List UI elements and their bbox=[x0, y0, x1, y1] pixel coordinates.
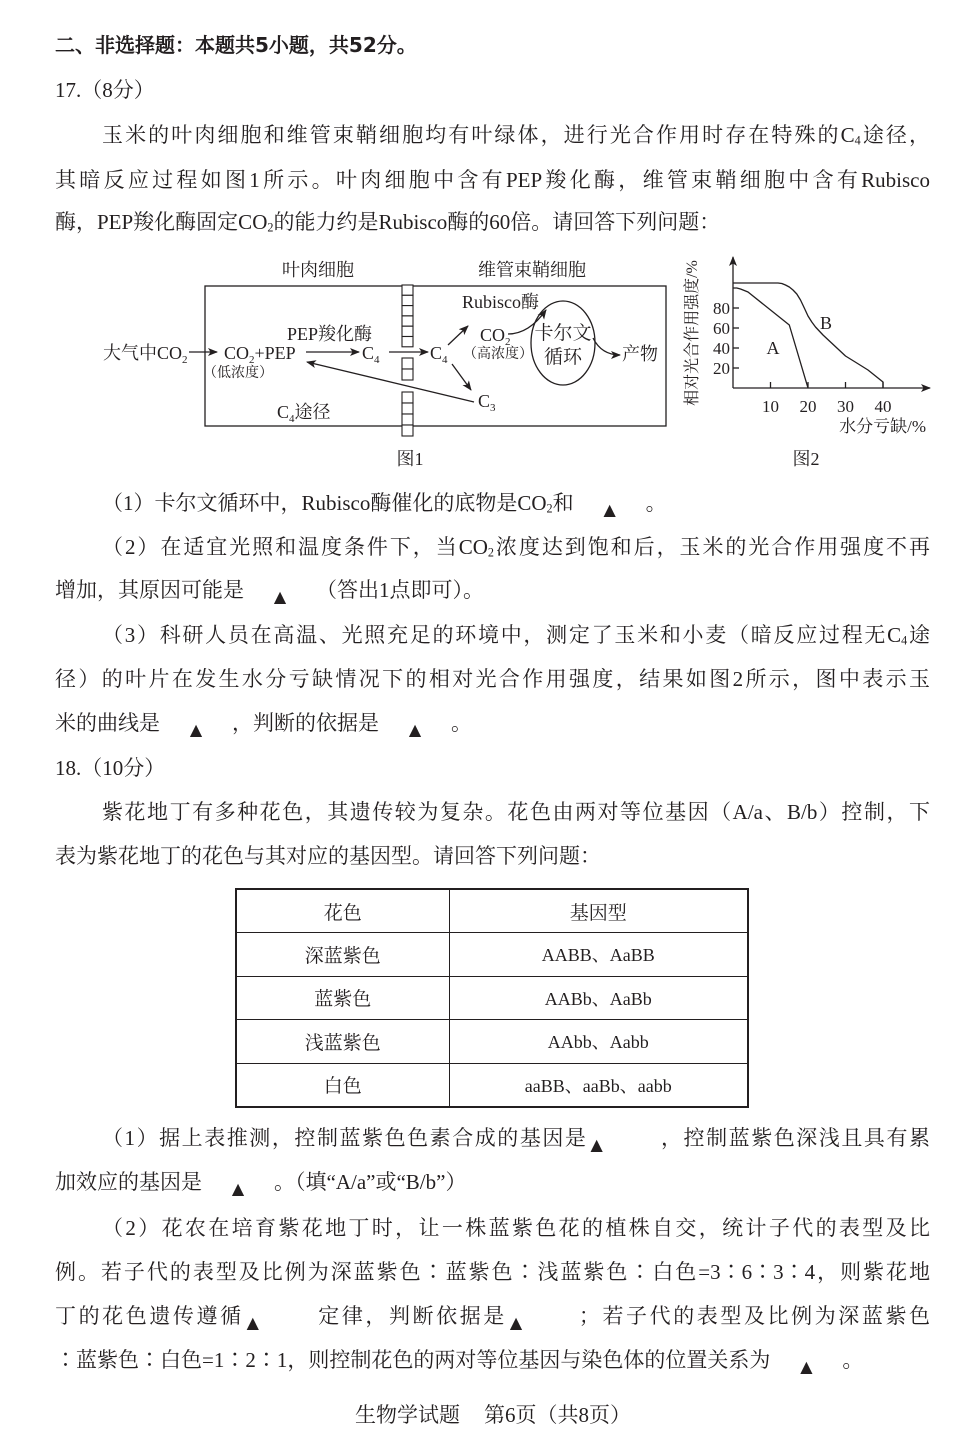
genotype-cell: AABB、AaBB bbox=[449, 933, 748, 977]
text: 加效应的基因是 bbox=[55, 1170, 202, 1194]
arrow-c4-to-c3 bbox=[452, 364, 471, 390]
text: 浓度达到饱和后，玉米的光合作用强度不再 bbox=[493, 535, 930, 559]
flower-color-genotype-table bbox=[235, 888, 749, 1108]
genotype-cell: AABb、AaBb bbox=[449, 976, 748, 1020]
answer-blank: ▲ bbox=[577, 499, 643, 518]
table-header-row bbox=[236, 889, 748, 933]
y-tick-label: 80 bbox=[713, 299, 730, 318]
calvin-cycle-label-line-2: 循环 bbox=[543, 347, 583, 368]
text: 途 bbox=[907, 623, 930, 647]
text: 增加，其原因可能是 bbox=[55, 578, 244, 602]
pep-carboxylase-label: PEP羧化酶 bbox=[287, 324, 373, 344]
flower-color-cell: 深蓝紫色 bbox=[236, 933, 449, 977]
text: 米的曲线是 bbox=[55, 711, 160, 735]
text: 。（填“A/a”或“B/b”） bbox=[274, 1170, 467, 1194]
subscript: 3 bbox=[490, 402, 496, 414]
membrane-cell bbox=[402, 326, 413, 336]
answer-blank: ▲ bbox=[205, 1178, 271, 1197]
low-concentration-label: （低浓度） bbox=[203, 366, 273, 381]
text: 丁的花色遗传遵循 bbox=[55, 1304, 244, 1328]
text: 途径， bbox=[860, 123, 930, 147]
q18-sub2-line-1: （2）花农在培育紫花地丁时，让一株蓝紫色花的植株自交，统计子代的表型及比 bbox=[102, 1216, 930, 1240]
q17-intro-line-3 bbox=[55, 207, 930, 237]
table-row bbox=[236, 976, 748, 1020]
q18-sub2-line-4 bbox=[55, 1345, 930, 1375]
text: ∶蓝紫色∶白色=1∶2∶1，则控制花色的两对等位基因与染色体的位置关系为 bbox=[55, 1348, 771, 1372]
column-header-genotype: 基因型 bbox=[449, 889, 748, 933]
atmospheric-co2-label bbox=[103, 343, 188, 366]
membrane-cell bbox=[402, 285, 413, 295]
arrow-c3-back-to-pep bbox=[307, 362, 474, 402]
membrane-cell bbox=[402, 358, 413, 369]
membrane-cell bbox=[402, 392, 413, 403]
text: C bbox=[478, 391, 491, 411]
subscript: 2 bbox=[267, 220, 274, 235]
text: 定律，判断依据是 bbox=[315, 1304, 507, 1328]
series-label-a: A bbox=[766, 338, 780, 358]
answer-blank: ▲ bbox=[163, 719, 229, 738]
table-row bbox=[236, 1020, 748, 1064]
q17-number: 17.（8分） bbox=[55, 78, 155, 102]
figure-1-c4-pathway-diagram bbox=[90, 250, 685, 475]
subscript: 4 bbox=[442, 354, 448, 366]
membrane-cell bbox=[402, 414, 413, 425]
plasmodesmata-membrane bbox=[402, 285, 413, 436]
text: 途径 bbox=[294, 402, 331, 422]
c3-label bbox=[478, 391, 496, 414]
text: C bbox=[362, 343, 375, 363]
membrane-cell bbox=[402, 295, 413, 305]
x-tick-label: 40 bbox=[874, 397, 892, 416]
rubisco-enzyme-label: Rubisco酶 bbox=[462, 292, 540, 312]
genotype-cell: aaBB、aaBb、aabb bbox=[449, 1063, 748, 1107]
flower-color-cell: 白色 bbox=[236, 1063, 449, 1107]
q17-intro-line-1 bbox=[102, 120, 930, 150]
text: 玉米的叶肉细胞和维管束鞘细胞均有叶绿体，进行光合作用时存在特殊的C bbox=[102, 123, 855, 147]
q17-sub3-line-2: 径）的叶片在发生水分亏缺情况下的相对光合作用强度，结果如图2所示，图中表示玉 bbox=[55, 667, 930, 691]
text: C bbox=[277, 402, 290, 422]
q18-intro-line-2: 表为紫花地丁的花色与其对应的基因型。请回答下列问题： bbox=[55, 844, 601, 868]
y-tick-label: 60 bbox=[713, 319, 730, 338]
figure-2-caption: 图2 bbox=[792, 449, 820, 469]
membrane-cell bbox=[402, 403, 413, 414]
product-label: 产物 bbox=[622, 344, 658, 364]
text: 酶，PEP羧化酶固定CO bbox=[55, 210, 268, 234]
subscript: 4 bbox=[289, 413, 295, 425]
text: +PEP bbox=[254, 343, 296, 363]
subscript: 4 bbox=[374, 354, 380, 366]
q18-sub1-line-1 bbox=[102, 1123, 930, 1153]
y-tick-label: 20 bbox=[713, 359, 730, 378]
footer-page-number: 第6页（共8页） bbox=[484, 1403, 631, 1427]
subscript: 2 bbox=[249, 354, 255, 366]
c4-mesophyll-label bbox=[362, 343, 380, 366]
text: 的能力约是Rubisco酶的60倍。请回答下列问题： bbox=[273, 210, 721, 234]
x-axis-title: 水分亏缺/% bbox=[839, 417, 926, 436]
answer-blank: ▲ bbox=[247, 586, 313, 605]
x-tick-label: 20 bbox=[799, 397, 817, 416]
q18-number: 18.（10分） bbox=[55, 756, 166, 780]
arrow-c4-to-co2 bbox=[448, 326, 468, 345]
q17-sub3-line-3 bbox=[55, 708, 930, 738]
text: 和 bbox=[552, 491, 574, 515]
c4-bundle-sheath-label bbox=[430, 343, 448, 366]
membrane-cell bbox=[402, 369, 413, 380]
calvin-cycle-label-line-1: 卡尔文 bbox=[534, 323, 592, 344]
text: （1）据上表推测，控制蓝紫色色素合成的基因是 bbox=[102, 1126, 588, 1150]
text: ，控制蓝紫色深浅且具有累 bbox=[659, 1126, 930, 1150]
text: CO bbox=[480, 325, 506, 345]
x-tick-label: 10 bbox=[762, 397, 779, 416]
flower-color-cell: 蓝紫色 bbox=[236, 976, 449, 1020]
q17-sub2-line-2 bbox=[55, 575, 930, 605]
column-header-flower-color: 花色 bbox=[236, 889, 449, 933]
text: （1）卡尔文循环中，Rubisco酶催化的底物是CO bbox=[102, 491, 547, 515]
text: （答出1点即可）。 bbox=[316, 578, 484, 602]
high-concentration-label: （高浓度） bbox=[463, 347, 533, 362]
membrane-cell bbox=[402, 337, 413, 347]
answer-blank: ▲ bbox=[510, 1312, 576, 1331]
text: 。 bbox=[451, 711, 472, 735]
figure-1-caption: 图1 bbox=[396, 449, 424, 469]
c4-pathway-label bbox=[277, 402, 331, 425]
footer-subject: 生物学试题 bbox=[355, 1403, 460, 1427]
figure-2-line-chart bbox=[675, 250, 940, 475]
text: 。 bbox=[645, 491, 667, 515]
co2-plus-pep-label bbox=[224, 343, 296, 366]
answer-blank: ▲ bbox=[247, 1312, 313, 1331]
subscript: 2 bbox=[487, 545, 494, 560]
membrane-cell bbox=[402, 425, 413, 436]
subscript: 2 bbox=[505, 336, 511, 348]
q18-sub1-line-2 bbox=[55, 1167, 930, 1197]
flower-color-cell: 浅蓝紫色 bbox=[236, 1020, 449, 1064]
table-row bbox=[236, 933, 748, 977]
genotype-cell: AAbb、Aabb bbox=[449, 1020, 748, 1064]
q17-sub3-line-1 bbox=[102, 620, 930, 650]
text: C bbox=[430, 343, 443, 363]
q17-sub2-line-1 bbox=[102, 532, 930, 562]
q18-intro-line-1: 紫花地丁有多种花色，其遗传较为复杂。花色由两对等位基因（A/a、B/b）控制，下 bbox=[102, 800, 930, 824]
series-label-b: B bbox=[819, 313, 833, 333]
arrow-calvin-to-product bbox=[593, 338, 620, 355]
q17-intro-line-2: 其暗反应过程如图1所示。叶肉细胞中含有PEP羧化酶，维管束鞘细胞中含有Rubisco bbox=[55, 168, 930, 192]
text: ；若子代的表型及比例为深蓝紫色 bbox=[578, 1304, 930, 1328]
text: ，判断的依据是 bbox=[232, 711, 379, 735]
bundle-sheath-cell-label: 维管束鞘细胞 bbox=[478, 260, 586, 280]
y-axis-title: 相对光合作用强度/% bbox=[684, 260, 701, 406]
answer-blank: ▲ bbox=[382, 719, 448, 738]
x-tick-label: 30 bbox=[837, 397, 854, 416]
text: 大气中CO bbox=[103, 343, 183, 363]
section-title: 二、非选择题：本题共5小题，共52分。 bbox=[55, 33, 417, 57]
text: （3）科研人员在高温、光照充足的环境中，测定了玉米和小麦（暗反应过程无C bbox=[102, 623, 902, 647]
q17-sub1 bbox=[102, 488, 930, 518]
text: （2）在适宜光照和温度条件下，当CO bbox=[102, 535, 488, 559]
text: CO bbox=[224, 343, 250, 363]
membrane-cell bbox=[402, 306, 413, 316]
answer-blank: ▲ bbox=[773, 1356, 839, 1375]
subscript: 2 bbox=[546, 501, 553, 516]
subscript: 4 bbox=[854, 133, 861, 148]
subscript: 4 bbox=[901, 633, 908, 648]
table-row bbox=[236, 1063, 748, 1107]
answer-blank: ▲ bbox=[590, 1134, 656, 1153]
subscript: 2 bbox=[182, 354, 188, 366]
co2-high-label bbox=[480, 325, 511, 348]
y-tick-label: 40 bbox=[713, 339, 730, 358]
text: 。 bbox=[842, 1348, 864, 1372]
q18-sub2-line-3 bbox=[55, 1301, 930, 1331]
page-footer bbox=[0, 1400, 974, 1430]
mesophyll-cell-label: 叶肉细胞 bbox=[282, 260, 354, 280]
q18-sub2-line-2: 例。若子代的表型及比例为深蓝紫色∶蓝紫色∶浅蓝紫色∶白色=3∶6∶3∶4，则紫花地 bbox=[55, 1260, 930, 1284]
membrane-cell bbox=[402, 316, 413, 326]
